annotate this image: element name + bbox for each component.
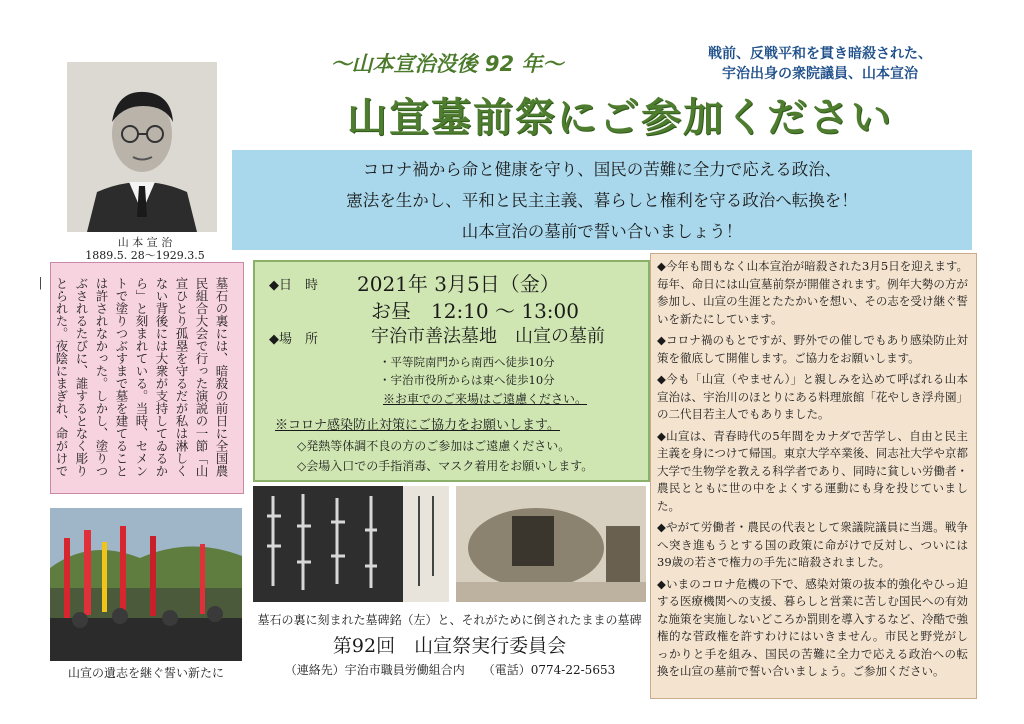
epitaph-text: 墓石の裏には、暗殺の前日に全国農民組合大会で行った演説の一節「山宣ひとり孤塁を守るだが私は淋しくない背後には大衆が支持してゐるから」と刻まれている。当時、セメントで塗りつぶすまで墓を建てることは許されなかった。しかし、塗りつぶされるたびに、誰するとなく彫りとられた。夜陰にまぎれ、命がけで― <box>34 277 229 477</box>
epitaph-inscription-photo <box>253 486 449 602</box>
history-paragraph: ◆今も「山宣（やません）」と親しみを込めて呼ばれる山本宣治は、宇治川のほとりにある料理旅館「花やしき浮舟園」の二代目若主人でもありました。 <box>657 372 968 421</box>
portrait-name: 山 本 宣 治 <box>117 236 173 249</box>
access-note-2: ・宇治市役所からは東へ徒歩10分 <box>379 373 555 387</box>
slogan-band <box>232 150 972 250</box>
covid-note: ※コロナ感染防止対策にご協力をお願いします。 <box>275 418 560 433</box>
place-label: ◆場 所 <box>269 332 318 347</box>
covid-item-2: ◇会場入口での手指消毒、マスク着用をお願いします。 <box>297 459 594 473</box>
event-info-box <box>253 260 650 482</box>
history-paragraph: ◆今年も間もなく山本宣治が暗殺された3月5日を迎えます。毎年、命日には山宣墓前祭が開催されます。例年大勢の方が参加し、山宣の生涯とたたかいを想い、その志を受け継ぐ誓いを新たにしています。 <box>657 259 968 326</box>
portrait-photo <box>67 62 217 232</box>
portrait-dates: 1889.5. 28〜1929.3.5 <box>85 249 205 262</box>
tagline <box>660 44 980 84</box>
contact-info: （連絡先）宇治市職員労働組合内 （電話）0774-22-5653 <box>284 663 616 677</box>
rally-photo-caption: 山宣の遺志を継ぐ誓い新たに <box>67 666 224 680</box>
access-note-1: ・平等院南門から南西へ徒歩10分 <box>379 355 555 369</box>
tagline-line-2: 宇治出身の衆院議員、山本宣治 <box>722 66 918 82</box>
rally-photo <box>50 508 242 661</box>
covid-item-1: ◇発熱等体調不良の方のご参加はご遠慮ください。 <box>297 439 571 453</box>
date-label: ◆日 時 <box>269 278 318 293</box>
place-value: 宇治市善法墓地 山宣の墓前 <box>371 326 605 347</box>
history-column <box>650 253 977 699</box>
date-value: 2021年 3月5日（金） <box>357 272 560 296</box>
gravestone-caption: 墓石の裏に刻まれた墓碑銘（左）と、それがために倒されたままの墓碑 <box>257 613 642 627</box>
fallen-gravestone-photo <box>456 486 646 602</box>
tagline-line-1: 戦前、反戦平和を貫き暗殺された、 <box>708 46 932 62</box>
portrait-caption <box>70 236 220 262</box>
history-paragraph: ◆やがて労働者・農民の代表として衆議院議員に当選。戦争へ突き進もうとする国の政策に命がけで反対し、ついには39歳の若さで権力の手先に暗殺されました。 <box>657 520 968 569</box>
main-title: 山宣墓前祭にご参加ください <box>347 95 893 141</box>
history-paragraph: ◆山宣は、青春時代の5年間をカナダで苦学し、自由と民主主義を身につけて帰国。東京大学卒業後、同志社大学や京都大学で生物学を教える科学者であり、同時に貧しい労働者・農民とともに世の中をよくする運動にも身を投じていました。 <box>657 428 968 513</box>
slogan-line-1: コロナ禍から命と健康を守り、国民の苦難に全力で応える政治、 <box>362 160 842 179</box>
car-note: ※お車でのご来場はご遠慮ください。 <box>383 392 588 406</box>
slogan-line-3: 山本宣治の墓前で誓い合いましょう！ <box>461 222 743 241</box>
slogan-line-2: 憲法を生かし、平和と民主主義、暮らしと権利を守る政治へ転換を！ <box>346 191 858 210</box>
history-paragraph: ◆コロナ禍のもとですが、野外での催しでもあり感染防止対策を徹底して開催します。ご協力をお願いします。 <box>657 333 968 365</box>
time-value: お昼 12:10 〜 13:00 <box>371 299 579 323</box>
event-subtitle: 〜山本宣治没後 92 年〜 <box>330 52 564 76</box>
organizer-name: 第92回 山宣祭実行委員会 <box>332 635 567 657</box>
history-paragraph: ◆いまのコロナ危機の下で、感染対策の抜本的強化やひっ迫する医療機関への支援、暮らしと営業に苦しむ国民への有効な施策を実施しないどころか罰則を導入するなど、冷酷で強権的な菅政権を許すわけにはいきません。市民と野党がしっかりと手を組み、国民の苦難に全力で応える政治への転換を山宣の墓前で誓い合いましょう。ご参加ください。 <box>657 576 968 678</box>
epitaph-box <box>34 262 244 494</box>
